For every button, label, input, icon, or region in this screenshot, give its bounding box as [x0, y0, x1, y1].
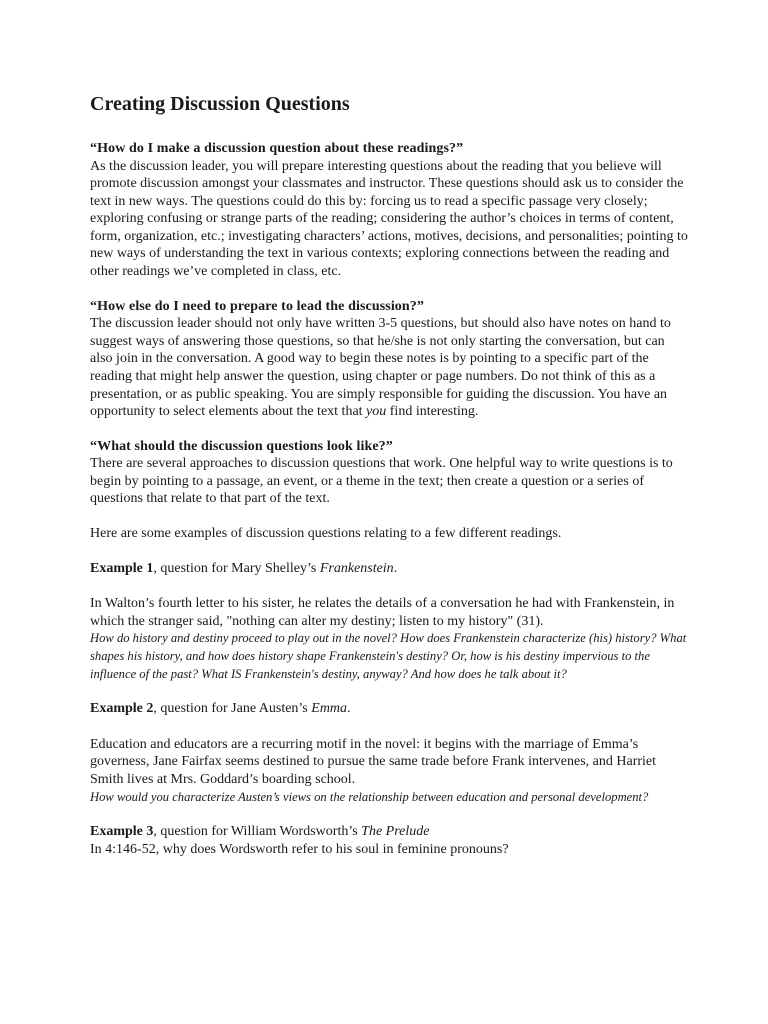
example-passage: Education and educators are a recurring motif in the novel: it begins with the marriage of Emma’s governess, Jane Fairfax seems destined to pursue the same trade before Frank intervenes, and Harriet Smith lives at Mrs. Goddard’s boarding school.: [90, 736, 657, 787]
example-1: [90, 560, 688, 684]
example-desc: , question for Mary Shelley’s: [153, 560, 320, 576]
example-heading: [90, 823, 688, 841]
example-question: How do history and destiny proceed to play out in the novel? How does Frankenstein characterize (his) history? What shapes his history, and how does history shape Frankenstein's destiny? Or, how is his destiny impervious to the influence of the past? What IS Frankenstein's destiny, anyway? And how does he talk about it?: [90, 631, 687, 681]
body-text: The discussion leader should not only have written 3-5 questions, but should also have notes on hand to suggest ways of answering those questions, so that he/she is not only starting the conversation, but can also join in the conversation. A good way to begin these notes is by pointing to a specific part of the reading that might help answer the question, using chapter or page numbers. Do not think of this as a presentation, or as public speaking. You are simply responsible for guiding the discussion. You have an opportunity to select elements about the text that: [90, 316, 671, 420]
section-look-like: [90, 438, 688, 543]
example-label: Example 3: [90, 824, 154, 840]
example-question: How would you characterize Austen’s views on the relationship between education and personal development?: [90, 789, 649, 804]
example-label: Example 2: [90, 701, 154, 717]
section-heading: “How else do I need to prepare to lead the discussion?”: [90, 298, 424, 314]
section-body: As the discussion leader, you will prepare interesting questions about the reading that you believe will promote discussion amongst your classmates and instructor. These questions should ask us to consider the text in new ways. The questions could do this by: forcing us to read a specific passage very closely; exploring confusing or strange parts of the reading; considering the author’s choices in terms of content, form, organization, etc.; investigating characters’ actions, motives, decisions, and personalities; pointing to new ways of understanding the text in various contexts; exploring connections between the reading and other readings we’ve completed in class, etc.: [90, 158, 688, 280]
body-text: find interesting.: [386, 404, 479, 420]
work-title: Frankenstein: [319, 560, 394, 576]
example-end: .: [347, 701, 351, 717]
section-body: [90, 315, 688, 421]
work-title: Emma: [311, 701, 348, 717]
section-prepare: [90, 298, 688, 421]
section-heading: “What should the discussion questions look like?”: [90, 438, 393, 454]
emphasis-text: you: [366, 404, 387, 420]
example-heading: [90, 560, 688, 578]
work-title: The Prelude: [361, 824, 430, 840]
example-3: [90, 823, 688, 858]
example-heading: [90, 700, 688, 718]
page-title: Creating Discussion Questions: [90, 93, 350, 115]
section-body: There are several approaches to discussion questions that work. One helpful way to write questions is to begin by pointing to a passage, an event, or a theme in the text; then create a question or a series of questions that relate to that part of the text.: [90, 456, 673, 507]
example-label: Example 1: [90, 560, 154, 576]
example-2: [90, 700, 688, 806]
document-page: [90, 92, 688, 875]
example-passage: In Walton’s fourth letter to his sister, he relates the details of a conversation he had with Frankenstein, in which the stranger said, "nothing can alter my destiny; listen to my history" (31).: [90, 596, 675, 629]
examples-intro: Here are some examples of discussion questions relating to a few different readings.: [90, 526, 562, 541]
example-desc: , question for Jane Austen’s: [153, 701, 312, 717]
section-make-question: [90, 140, 688, 281]
example-question: In 4:146-52, why does Wordsworth refer to his soul in feminine pronouns?: [90, 841, 509, 857]
section-heading: “How do I make a discussion question about these readings?”: [90, 141, 464, 156]
example-desc: , question for William Wordsworth’s: [153, 824, 362, 840]
example-end: .: [393, 560, 398, 576]
